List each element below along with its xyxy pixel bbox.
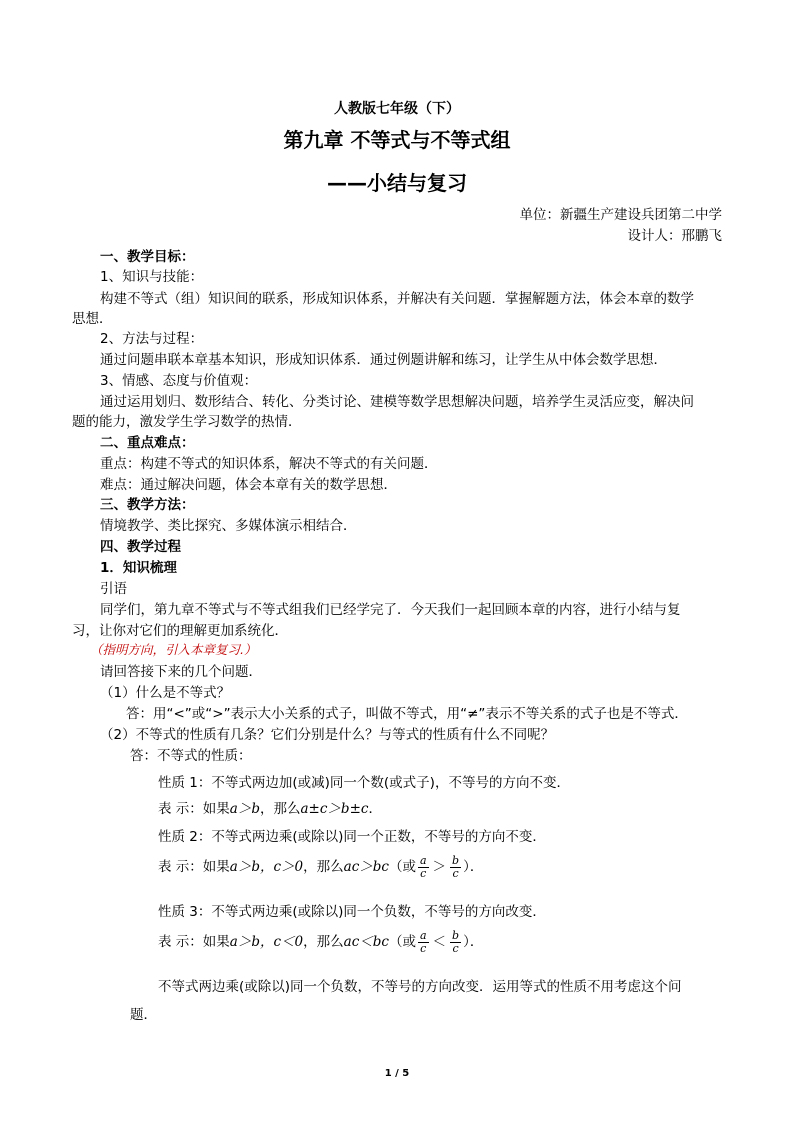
chapter-title: 第九章 不等式与不等式组	[283, 128, 511, 152]
result: ac＜bc	[343, 934, 389, 950]
property-2-expression: 表 示：如果a＞b，c＞0，那么ac＞bc（或 $\frac{a}{c}$ ＞ $\frac{b}{c}$ ）．	[158, 853, 484, 880]
grade-label: 人教版七年级（下）	[334, 101, 460, 117]
result: ac＞bc	[343, 859, 389, 875]
expression-label: 表 示：	[158, 934, 203, 950]
summary-text: 不等式两边乘(或除以)同一个负数，不等号的方向改变．运用等式的性质不用考虑这个问	[158, 979, 682, 995]
fraction-a-over-c: $\frac{a}{c}$	[419, 853, 427, 880]
property-3-expression: 表 示：如果a＞b，c＜0，那么ac＜bc（或 $\frac{a}{c}$ ＜ $\frac{b}{c}$ ）．	[158, 928, 484, 955]
section-heading-process: 四、教学过程	[100, 539, 181, 555]
property-1-expression: 表 示：如果a＞b，那么a±c＞b±c．	[158, 801, 382, 817]
objective-1-title: 1、知识与技能：	[100, 269, 204, 285]
intro-text-cont: 习，让你对它们的理解更加系统化．	[72, 623, 288, 639]
objective-1-text: 构建不等式（组）知识间的联系，形成知识体系，并解决有关问题．掌握解题方法，体会本章的数学	[100, 291, 694, 307]
expression-label: 表 示：	[158, 859, 203, 875]
property-2: 性质 2：不等式两边乘(或除以)同一个正数，不等号的方向不变．	[158, 829, 546, 845]
section-heading-methods: 三、教学方法：	[100, 497, 195, 513]
question-2: （2）不等式的性质有几条？它们分别是什么？与等式的性质有什么不同呢？	[100, 727, 555, 743]
objective-2-title: 2、方法与过程：	[100, 331, 204, 347]
methods-text: 情境教学、类比探究、多媒体演示相结合．	[100, 518, 357, 534]
condition: a＞b，c＞0	[229, 859, 304, 875]
questions-prompt: 请回答接下来的几个问题．	[100, 664, 262, 680]
designer-label: 设计人：邢鹏飞	[627, 228, 722, 244]
key-point-text: 重点：构建不等式的知识体系，解决不等式的有关问题．	[100, 456, 438, 472]
intro-text: 同学们，第九章不等式与不等式组我们已经学完了．今天我们一起回顾本章的内容，进行小结与复	[100, 602, 681, 618]
property-1: 性质 1：不等式两边加(或减)同一个数(或式子)，不等号的方向不变．	[158, 775, 570, 791]
unit-label: 单位：新疆生产建设兵团第二中学	[519, 207, 722, 223]
objective-3-title: 3、情感、态度与价值观：	[100, 373, 258, 389]
answer-2: 答：不等式的性质：	[130, 748, 252, 764]
teacher-note: （指明方向，引入本章复习.）	[90, 642, 257, 657]
objective-2-text: 通过问题串联本章基本知识，形成知识体系．通过例题讲解和练习，让学生从中体会数学思想．	[100, 352, 667, 368]
condition: a＞b	[229, 801, 260, 817]
subsection-knowledge-review: 1．知识梳理	[100, 560, 177, 576]
expression-label: 表 示：	[158, 801, 203, 817]
greater-than-sign: ＞	[432, 859, 447, 875]
objective-3-text-cont: 题的能力，激发学生学习数学的热情．	[72, 414, 302, 430]
property-3: 性质 3：不等式两边乘(或除以)同一个负数，不等号的方向改变．	[158, 904, 546, 920]
question-1: （1）什么是不等式？	[100, 685, 231, 701]
less-than-sign: ＜	[432, 934, 447, 950]
objective-1-text-cont: 思想．	[72, 311, 113, 327]
result: a±c＞b±c	[300, 801, 369, 817]
fraction-b-over-c: $\frac{b}{c}$	[452, 853, 460, 880]
page-number: 1 / 5	[384, 1068, 410, 1079]
section-heading-key-points: 二、重点难点：	[100, 435, 195, 451]
fraction-b-over-c: $\frac{b}{c}$	[452, 928, 460, 955]
objective-3-text: 通过运用划归、数形结合、转化、分类讨论、建模等数学思想解决问题，培养学生灵活应变，解决问	[100, 394, 694, 410]
section-heading-objectives: 一、教学目标：	[100, 249, 195, 265]
summary-text-cont: 题．	[130, 1007, 157, 1023]
answer-1: 答：用“<”或“>”表示大小关系的式子，叫做不等式，用“≠”表示不等关系的式子也是不等式．	[126, 706, 688, 722]
subtitle: ——小结与复习	[327, 171, 467, 195]
condition: a＞b，c＜0	[229, 934, 304, 950]
difficulty-text: 难点：通过解决问题，体会本章有关的数学思想．	[100, 477, 397, 493]
intro-label: 引语	[100, 581, 127, 597]
fraction-a-over-c: $\frac{a}{c}$	[419, 928, 427, 955]
